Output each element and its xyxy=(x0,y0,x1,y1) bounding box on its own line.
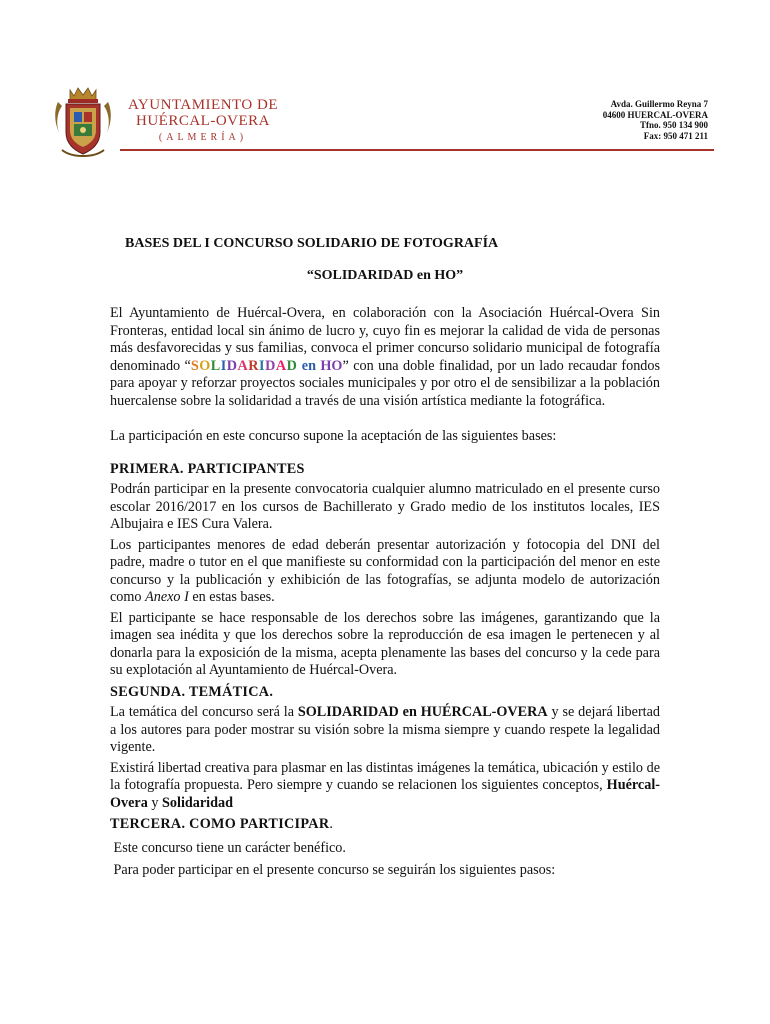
organization-name xyxy=(118,97,288,146)
s2-p1-after: y se dejará libertad a los autores para poder mostrar su visión sobre la misma siempre y cuando respete la legalidad vigente. xyxy=(110,704,661,755)
annex-reference: Anexo I xyxy=(145,589,189,605)
s3-heading-dot: . xyxy=(329,816,334,832)
colored-letter: R xyxy=(248,357,260,374)
s2-p2-before: Existirá libertad creativa para plasmar en las distintas imágenes la temática, ubicación y estilo de la fotografía propuesta. Pero siempre y cuando se relacionen los siguientes conceptos, xyxy=(110,759,660,793)
colored-letter: I xyxy=(259,357,266,374)
section-2-heading: SEGUNDA. TEMÁTICA. xyxy=(110,683,274,700)
colored-letter: D xyxy=(226,357,238,374)
s1-p2-before: Los participantes menores de edad deberán presentar autorización y fotocopia del DNI del padre, madre o tutor en el que manifieste su conformidad con la participación del menor en este concurso y la publicación y exhibición de las fotografías, se adjunta modelo de autorización como xyxy=(110,536,660,605)
colored-letter: I xyxy=(220,357,227,374)
document-subtitle: “SOLIDARIDAD en HO” xyxy=(306,268,464,283)
coat-of-arms-icon xyxy=(52,84,114,160)
section-2-paragraph-1 xyxy=(110,704,660,757)
s2-p1-bold: SOLIDARIDAD en HUÉRCAL-OVERA xyxy=(297,704,548,720)
colored-letter: A xyxy=(275,357,287,374)
section-3-heading xyxy=(110,816,660,834)
intro-text-before: El Ayuntamiento de Huércal-Overa, en colaboración con la Asociación Huércal-Overa Sin Fronteras, entidad local sin ánimo de lucro y, cuyo fin es mejorar la calidad de vida de personas más desfavorecidas y sus familias, convoca el primer concurso solidario municipal de fotografía denominado “ xyxy=(110,305,660,374)
section-1-paragraph-1: Podrán participar en la presente convocatoria cualquier alumno matriculado en el presente curso escolar 2016/2017 en los cursos de Bachillerato y Grado medio de los institutos locales, IES Albujaira e IES Cura Valera. xyxy=(110,481,660,532)
org-line-3: (ALMERÍA) xyxy=(158,132,248,143)
org-line-2: HUÉRCAL-OVERA xyxy=(136,113,270,129)
document-body xyxy=(110,235,660,880)
org-line-1: AYUNTAMIENTO DE xyxy=(127,97,279,113)
s2-p2-bold-1: Huércal-Overa xyxy=(110,777,660,811)
section-3-paragraph-2: Para poder participar en el presente concurso se seguirán los siguientes pasos: xyxy=(110,862,556,878)
address-block xyxy=(603,99,708,141)
document-title: BASES DEL I CONCURSO SOLIDARIO DE FOTOGRAFÍA xyxy=(125,236,499,251)
address-line-1: Avda. Guillermo Reyna 7 xyxy=(610,99,708,109)
colored-letter: O xyxy=(199,357,211,374)
colored-word-solidaridad xyxy=(191,358,297,374)
acceptance-paragraph: La participación en este concurso supone la aceptación de las siguientes bases: xyxy=(110,428,557,444)
section-3-paragraph-1: Este concurso tiene un carácter benéfico. xyxy=(110,839,346,856)
colored-letter: L xyxy=(210,357,221,374)
address-line-3: Tfno. 950 134 900 xyxy=(639,120,708,130)
intro-paragraph xyxy=(110,305,660,410)
colored-letter: A xyxy=(237,357,249,374)
section-2-paragraph-2 xyxy=(110,760,660,813)
colored-letter: S xyxy=(190,357,200,374)
s2-p2-bold-2: Solidaridad xyxy=(162,794,233,811)
address-line-2: 04600 HUERCAL-OVERA xyxy=(602,109,708,120)
s2-p2-mid: y xyxy=(147,794,163,811)
s3-heading-bold: TERCERA. COMO PARTICIPAR xyxy=(110,816,330,832)
section-1-heading: PRIMERA. PARTICIPANTES xyxy=(110,460,305,477)
word-ho: HO xyxy=(320,357,343,374)
colored-letter: D xyxy=(286,357,298,374)
section-1-paragraph-3: El participante se hace responsable de los derechos sobre las imágenes, garantizando que la imagen sea inédita y que los derechos sobre la reproducción de esa imagen le pertenecen y al donarla para la exposición de la misma, acepta plenamente las bases del concurso y la cede para su explotación al Ayuntamiento de Huércal-Overa. xyxy=(110,609,660,678)
s1-p2-after: en estas bases. xyxy=(188,589,275,605)
s2-p1-before: La temática del concurso será la xyxy=(110,704,298,720)
header-divider xyxy=(120,149,714,151)
intro-text-after: ” con una doble finalidad, por un lado recaudar fondos para apoyar y reforzar proyectos sociales municipales y por otro el de sensibilizar a la población huercalense sobre la solidaridad a través de una visión artística mediante la fotográfica. xyxy=(110,357,661,409)
colored-letter: D xyxy=(265,357,276,374)
address-line-4: Fax: 950 471 211 xyxy=(643,130,708,141)
word-en: en xyxy=(301,357,316,374)
section-1-paragraph-2 xyxy=(110,537,660,607)
